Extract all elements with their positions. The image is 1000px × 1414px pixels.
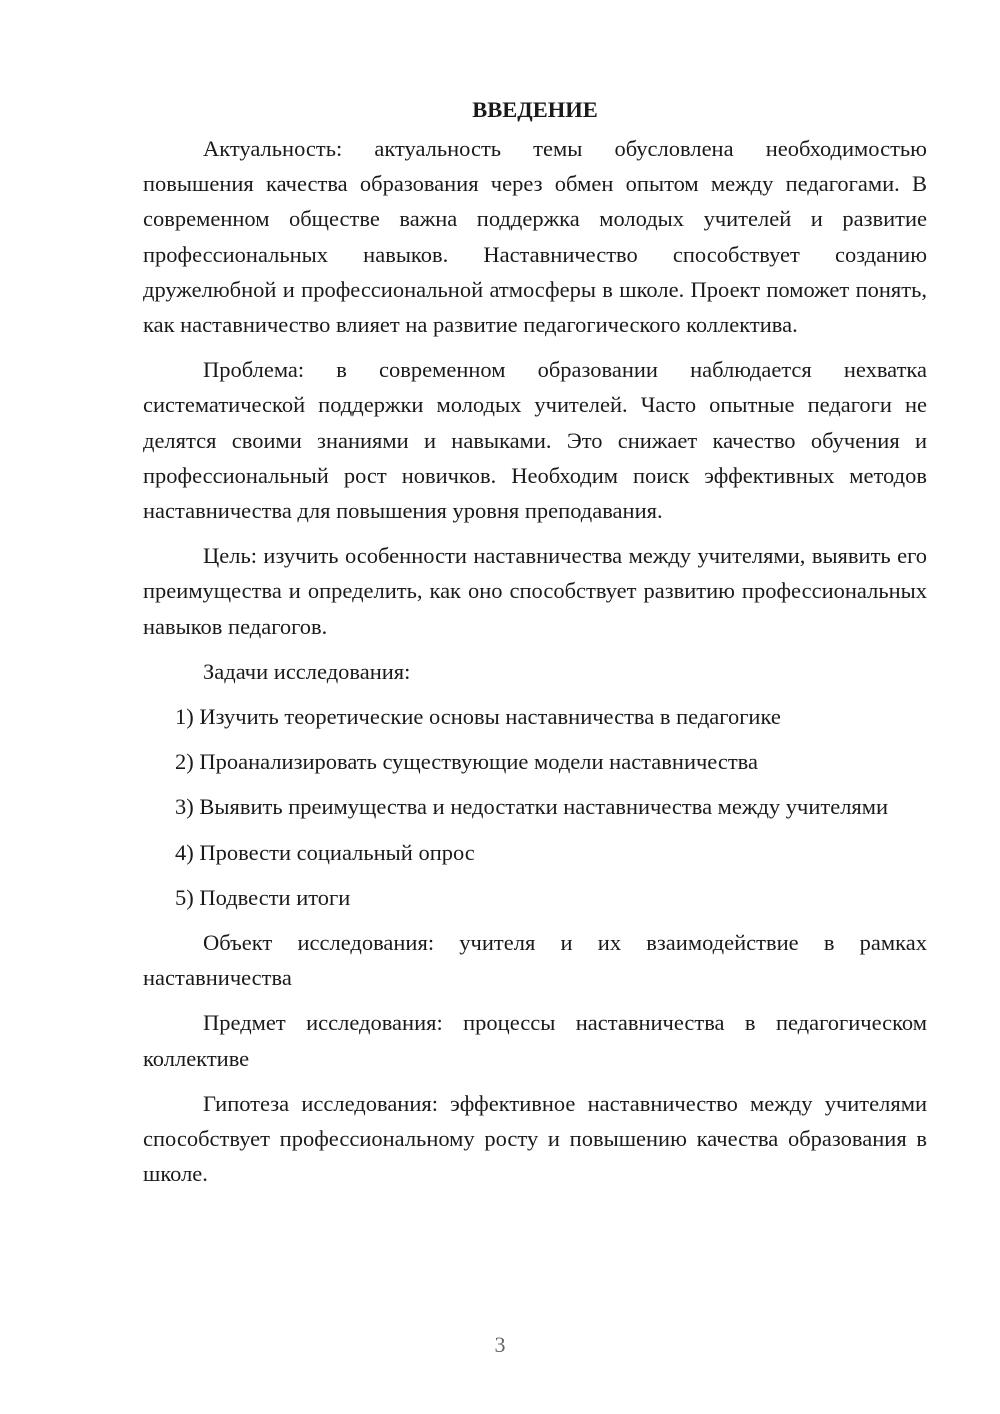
task-item-5: 5) Подвести итоги: [175, 884, 351, 910]
tasks-heading: Задачи исследования:: [203, 658, 411, 684]
goal-paragraph: Цель: изучить особенности наставничества между учителями, выявить его преимущества и определить, как оно способствует развитию профессиональных навыков педагогов.: [143, 543, 927, 639]
task-item-3: 3) Выявить преимущества и недостатки наставничества между учителями: [175, 794, 889, 820]
object-paragraph: Объект исследования: учителя и их взаимодействие в рамках наставничества: [143, 930, 927, 991]
relevance-paragraph: Актуальность: актуальность темы обусловлена необходимостью повышения качества образования через обмен опытом между педагогами. В современном обществе важна поддержка молодых учителей и развитие профессиональных навыков. Наставничество способствует созданию дружелюбной и профессиональной атмосферы в школе. Проект поможет понять, как наставничество влияет на развитие педагогического коллектива.: [143, 136, 927, 338]
document-page: [143, 92, 927, 1201]
task-item-1: 1) Изучить теоретические основы наставничества в педагогике: [175, 704, 781, 730]
task-item-2: 2) Проанализировать существующие модели наставничества: [175, 749, 758, 775]
subject-paragraph: Предмет исследования: процессы наставничества в педагогическом коллективе: [143, 1010, 927, 1071]
section-title: ВВЕДЕНИЕ: [472, 97, 598, 122]
task-item-4: 4) Провести социальный опрос: [175, 839, 475, 865]
problem-paragraph: Проблема: в современном образовании наблюдается нехватка систематической поддержки молодых учителей. Часто опытные педагоги не делятся своими знаниями и навыками. Это снижает качество обучения и профессиональный рост новичков. Необходим поиск эффективных методов наставничества для повышения уровня преподавания.: [143, 357, 927, 524]
page-number: 3: [494, 1332, 506, 1357]
hypothesis-paragraph: Гипотеза исследования: эффективное наставничество между учителями способствует профессиональному росту и повышению качества образования в школе.: [143, 1090, 927, 1187]
